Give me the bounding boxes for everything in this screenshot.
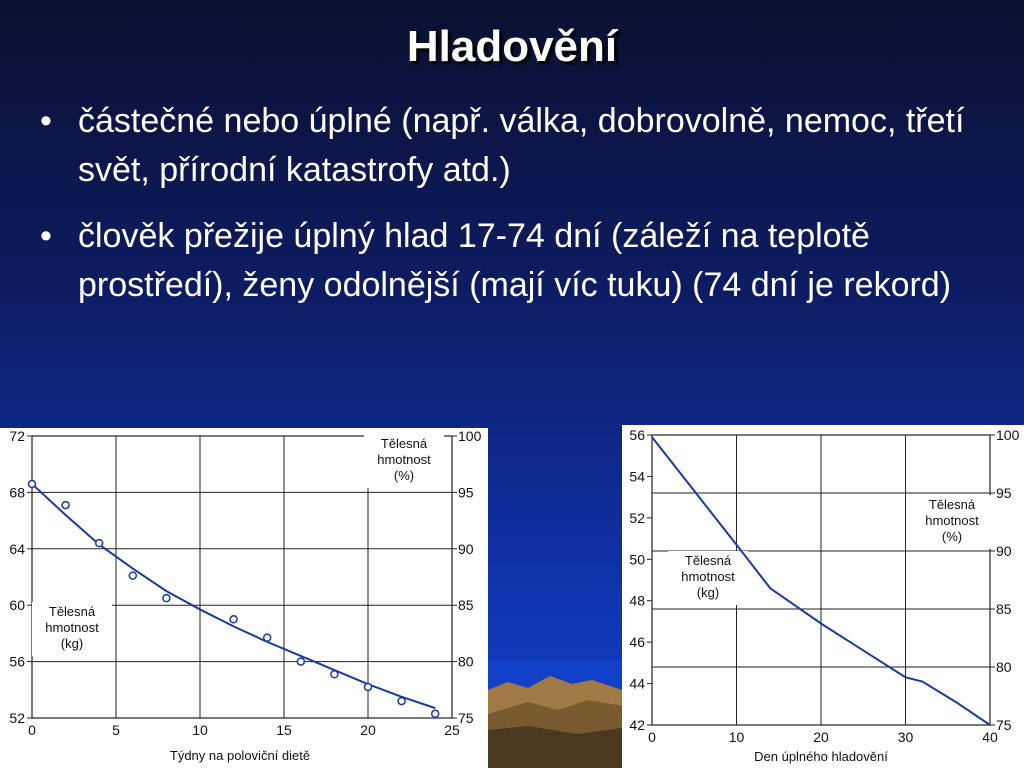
y2-tick-label: 80 [458, 653, 474, 670]
data-point-marker [365, 683, 372, 690]
y-tick-label: 52 [629, 509, 645, 526]
y2-tick-label: 85 [458, 597, 474, 614]
y-tick-label: 56 [629, 427, 645, 443]
y2-axis-label: (%) [393, 468, 415, 483]
y-tick-label: 42 [629, 717, 645, 733]
x-tick-label: 25 [444, 722, 460, 738]
bullet-marker: • [40, 102, 52, 140]
data-point-marker [432, 710, 439, 717]
y2-tick-label: 85 [996, 601, 1012, 617]
y-axis-label: Tělesná [684, 553, 732, 568]
y-tick-label: 46 [629, 634, 645, 651]
y-axis-label: (kg) [60, 636, 84, 651]
data-point-marker [297, 658, 304, 665]
x-axis-label: Týdny na poloviční dietě [169, 748, 311, 763]
y2-axis-label: Tělesná [380, 436, 428, 451]
y-tick-label: 54 [629, 468, 645, 485]
slide-title: Hladovění [406, 22, 618, 71]
y2-axis-label: Tělesná [928, 497, 976, 512]
y-axis-label: (kg) [696, 585, 720, 600]
x-tick-label: 20 [813, 729, 829, 745]
y-tick-label: 48 [629, 592, 645, 609]
y2-axis-label: (%) [941, 529, 963, 544]
y2-axis-label: hmotnost [925, 513, 979, 528]
y2-axis-label: hmotnost [377, 452, 431, 467]
y2-tick-label: 75 [996, 717, 1012, 733]
x-tick-label: 5 [112, 722, 120, 738]
data-point-marker [398, 698, 405, 705]
y2-tick-label: 90 [996, 543, 1012, 559]
y-axis-label: hmotnost [45, 620, 99, 635]
bullet-text: částečné nebo úplné (např. válka, dobrovolně, nemoc, třetí svět, přírodní katastrofy atd.) [78, 102, 965, 189]
bullet-list [38, 97, 998, 327]
data-point-marker [264, 634, 271, 641]
bullet-item [38, 97, 998, 195]
chart-right [622, 425, 1024, 768]
x-tick-label: 0 [648, 729, 656, 745]
y2-tick-label: 90 [458, 540, 474, 557]
data-point-marker [29, 480, 36, 487]
data-point-marker [163, 595, 170, 602]
y-axis-label: hmotnost [681, 569, 735, 584]
y2-tick-label: 95 [996, 485, 1012, 501]
bullet-item [38, 212, 998, 310]
y-tick-label: 52 [9, 710, 25, 726]
chart-left-svg [0, 428, 488, 768]
y-tick-label: 60 [9, 597, 25, 614]
series-line [32, 484, 435, 708]
y-tick-label: 68 [9, 484, 25, 501]
chart-right-svg [622, 425, 1024, 768]
x-tick-label: 40 [982, 729, 998, 745]
x-tick-label: 30 [897, 729, 914, 745]
x-axis-label: Den úplného hladovění [754, 749, 888, 764]
data-point-marker [62, 502, 69, 509]
bullet-text: člověk přežije úplný hlad 17-74 dní (záleží na teplotě prostředí), ženy odolnější (mají víc tuku) (74 dní je rekord) [78, 217, 952, 304]
mountain-background-image [488, 660, 622, 768]
y-tick-label: 44 [629, 675, 645, 692]
chart-left [0, 428, 488, 768]
data-point-marker [331, 671, 338, 678]
bullet-marker: • [40, 217, 52, 255]
y-tick-label: 64 [9, 540, 25, 557]
y2-tick-label: 100 [996, 427, 1020, 443]
data-point-marker [96, 540, 103, 547]
x-tick-label: 10 [728, 729, 745, 745]
x-tick-label: 15 [276, 722, 292, 738]
y-tick-label: 56 [9, 653, 25, 670]
y2-tick-label: 75 [458, 710, 474, 726]
y2-tick-label: 100 [458, 428, 482, 444]
x-tick-label: 0 [28, 722, 36, 738]
y-axis-label: Tělesná [48, 604, 96, 619]
data-point-marker [230, 616, 237, 623]
y2-tick-label: 80 [996, 659, 1012, 675]
x-tick-label: 20 [360, 722, 376, 738]
y2-tick-label: 95 [458, 484, 474, 501]
x-tick-label: 10 [192, 722, 208, 738]
y-tick-label: 72 [9, 428, 25, 444]
y-tick-label: 50 [629, 551, 645, 568]
data-point-marker [129, 572, 136, 579]
